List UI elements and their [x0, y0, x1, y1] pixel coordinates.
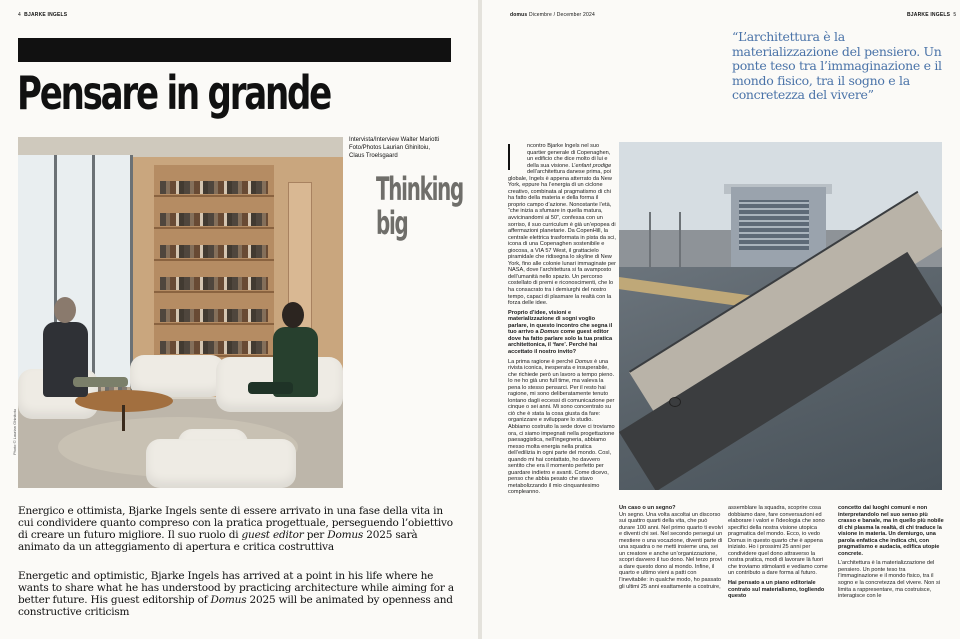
article-column-2: Un caso o un segno? Un segno. Una volta ascoltai un discorso sui quattro quarti della vita, che può durare 100 anni. Nel primo quarto ti evolvi e diventi chi sei. Nel secondo persegui un mestiere o una vocazione, diventi parte di una squadra o ne metti insieme una, sei un creatore e anche un’organizzazione, scopri davvero il tuo dono. Nel terzo provi a dare questo dono al mondo. Infine, il quarto e ultimo vieni a patti con l’inevitabile: in qualche modo, ho passato gli ultimi 25 anni esattamente a costruire,: [619, 505, 723, 590]
intro-italian: Energico e ottimista, Bjarke Ingels sente di essere arrivato in una fase della vita in cui condividere quanto compreso con la pratica progettuale, perseguendo l’obiettivo di creare un futuro migliore. Il suo ruolo di guest editor per Domus 2025 sarà animato da un atteggiamento di apertura e critica costruttiva: [18, 505, 453, 553]
right-page: [482, 0, 960, 639]
credit-photos-cont: Claus Troelsgaard: [349, 153, 398, 159]
article-column-4: concetto dai luoghi comuni e non interpretandolo nel suo senso più crasso e banale, ma in quello più nobile di chi plasma la realtà, di chi traduce la visione in materia. Un demiurgo, una parola enfatica che indica chi, con pragmatismo e audacia, edifica utopie concrete. L’architettura è la materializzazione del pensiero. Un ponte teso tra l’immaginazione e il mondo fisico, tra il sogno e la concretezza del vivere. Non si limita a rappresentare, ma costruisce, interagisce con le: [838, 505, 944, 600]
pull-quote: “L’architettura è la materializzazione del pensiero. Un ponte teso tra l’immaginazione e il mondo fisico, tra il sogno e la concretezza del vivere”: [732, 29, 942, 102]
credit-photos: Foto/Photos Laurian Ghinitoiu,: [349, 145, 431, 151]
credits-block: [349, 136, 459, 160]
page-title-english: Thinking big: [376, 170, 463, 242]
intro-english: Energetic and optimistic, Bjarke Ingels has arrived at a point in his life where he wants to share what he has understood by practicing architecture while aiming for a better future. His guest editorship of Domus 2025 will be animated by openness and constructive criticism: [18, 570, 454, 618]
photo-credit: Photo © Laurian Ghinitoiu: [12, 409, 17, 455]
title-black-bar: [18, 38, 451, 62]
interior-photo: [18, 137, 343, 488]
question-heading-2: Hai pensato a un piano editoriale contrato sul materialismo, togliendo questo: [728, 580, 825, 600]
article-column-3: assemblare la squadra, scoprire cosa dobbiamo dare, fare conversazioni ed elaborare i valori e l’ideologia che sono specifici della nostra visione utopica pragmatica del mondo. Ecco, io vedo Domus in questo quarto che è appena iniziato. Ho i prossimi 25 anni per condividere quel dono attraverso la nostra pratica, modi di lavorare là fuori che troviamo stimolanti e vediamo come un contributo a dare forma al futuro. Hai pensato a un piano editoriale contrato sul materialismo, togliendo questo: [728, 505, 828, 600]
question-heading-1: Un caso o un segno?: [619, 505, 676, 511]
right-folio: [907, 12, 956, 18]
drop-cap: [508, 144, 524, 170]
right-folio-magazine: domus: [510, 12, 528, 18]
left-folio: [18, 12, 67, 18]
credit-interview: Intervista/Interview Walter Mariotti: [349, 137, 440, 143]
article-column-1: ncontro Bjarke Ingels nel suo quartier generale di Copenaghen, un edificio che dice molto di lui e della sua visione. L’enfant prodige dell’architettura danese prima, poi globale, Ingels è appena atterrato da New York, eppure ha l’energia di un ciclone creativo, combinata al pragmatismo di chi ha fatto della materia e della forma il proprio campo d’azione. Nonostante l’età, “che inizia a sfumare in quella matura, avvicinandomi ai 50”, confessa con un sorriso, il suo curriculum è già un’epopea di affermazioni planetarie. Da CopenHill, la centrale elettrica trasformata in pista da sci, icona di una Copenaghen sostenibile e giocosa, a VIA 57 West, il grattacielo piramidale che ridisegna lo skyline di New York, fino alle colonie lunari immaginate per NASA, dove l’architettura si fa avamposto dell’umanità nello spazio. Un percorso costellato di premi e riconoscimenti, che lo ha consacrato tra i demiurghi del nostro tempo, capaci di plasmare la realtà con la forza delle idee. Proprio d’idee, visioni e materializzazione di sogni voglio parlare, in questo incontro che segna il tuo arrivo a Domus come guest editor dove ha fatto parlare solo la tua pratica architettonica, il ‘fare’. Perché hai accettato il nostro invito? La prima ragione è perché Domus è una rivista iconica, inesperata e insuperabile, che richiede però un lavoro a tempo pieno. Io ne ho già uno full time, ma valeva la pena lo stesso pensarci. Per il resto hai ragione, mi sono deliberatamente tenuto lontano dagli eccessi di comunicazione per cinque o sei anni. Mi sono concentrato su ciò che è stata la cosa giusta da fare: organizzare e sviluppare lo studio. Abbiamo costruito la sede dove ci troviamo ora, ci siamo impegnati nella progettazione paesaggistica, nell’ingegneria, abbiamo messo molta energia nella pratica dell’edilizia in ogni parte del mondo. Così, quando mi hai contattato, ho davvero sentito che era il momento perfetto per guardare indietro e avanti. Come dicevo, penso che abbia pesato che stavo metabolizzando il mio cinquantesimo compleanno.: [508, 143, 616, 496]
right-folio-issue: domus Dicembre / December 2024: [510, 12, 595, 18]
left-folio-number: 4: [18, 12, 21, 18]
left-folio-label: BJARKE INGELS: [24, 12, 68, 18]
left-page: [0, 0, 478, 639]
right-folio-label: BJARKE INGELS: [907, 12, 951, 18]
right-folio-number: 5: [953, 12, 957, 18]
exterior-photo: [619, 142, 942, 490]
page-title-italian: Pensare in grande: [17, 66, 331, 120]
